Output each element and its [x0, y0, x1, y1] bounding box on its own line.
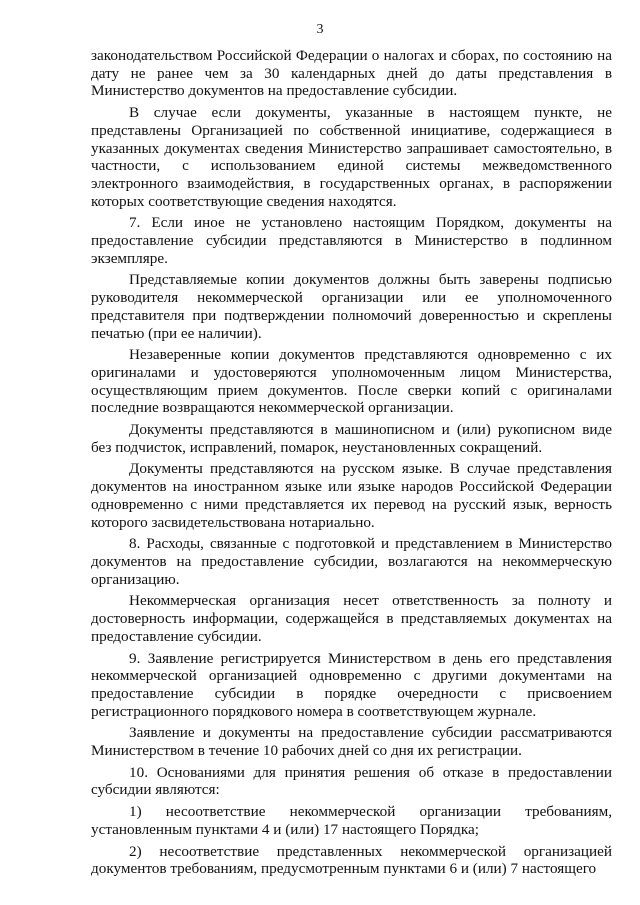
paragraph-item-9: 9. Заявление регистрируется Министерством в день его представления некоммерческой организацией одновременно с другими документами на предоставление субсидии в порядке очередности с присвоением регистрационного порядкового номера в соответствующем журнале. — [91, 649, 612, 720]
paragraph-item-8: 8. Расходы, связанные с подготовкой и представлением в Министерство документов на предоставление субсидии, возлагаются на некоммерческую организацию. — [91, 535, 612, 588]
paragraph-document-form: Документы представляются в машинописном и (или) рукописном виде без подчисток, исправлений, помарок, неустановленных сокращений. — [91, 421, 612, 456]
paragraph-documents-request: В случае если документы, указанные в настоящем пункте, не представлены Организацией по собственной инициативе, содержащиеся в указанных документах сведения Министерство запрашивает самостоятельно, в частности, с использованием единой системы межведомственного электронного взаимодействия, в государственных органах, в распоряжении которых соответствующие сведения находятся. — [91, 104, 612, 210]
paragraph-continuation: законодательством Российской Федерации о налогах и сборах, по состоянию на дату не ранее чем за 30 календарных дней до даты представления в Министерство документов на предоставление субсидии. — [91, 47, 612, 100]
paragraph-document-language: Документы представляются на русском языке. В случае представления документов на иностранном языке или языке народов Российской Федерации одновременно с ними представляется их перевод на русский язык, верность которого засвидетельствована нотариально. — [91, 460, 612, 531]
paragraph-item-10: 10. Основаниями для принятия решения об отказе в предоставлении субсидии являются: — [91, 763, 612, 799]
paragraph-responsibility: Некоммерческая организация несет ответственность за полноту и достоверность информации, содержащейся в представляемых документах на предоставление субсидии. — [91, 592, 612, 645]
paragraph-refusal-ground-1: 1) несоответствие некоммерческой организации требованиям, установленным пунктами 4 и (или) 17 настоящего Порядка; — [91, 803, 612, 838]
paragraph-uncertified-copies: Незаверенные копии документов представляются одновременно с их оригиналами и удостоверяются уполномоченным лицом Министерства, осуществляющим прием документов. После сверки копий с оригиналами последние возвращаются некоммерческой организации. — [91, 346, 612, 417]
paragraph-refusal-ground-2: 2) несоответствие представленных некоммерческой организацией документов требованиям, предусмотренным пунктами 6 и (или) 7 настоящего — [91, 842, 612, 878]
paragraph-item-7: 7. Если иное не установлено настоящим Порядком, документы на предоставление субсидии представляются в Министерство в подлинном экземпляре. — [91, 214, 612, 267]
paragraph-review-period: Заявление и документы на предоставление субсидии рассматриваются Министерством в течение 10 рабочих дней со дня их регистрации. — [91, 724, 612, 760]
paragraph-copies-certified: Представляемые копии документов должны быть заверены подписью руководителя некоммерческой организации или ее уполномоченного представителя при подтверждении полномочий доверенностью и скреплены печатью (при ее наличии). — [91, 271, 612, 342]
document-body — [91, 47, 612, 878]
page-number: 3 — [316, 22, 324, 37]
